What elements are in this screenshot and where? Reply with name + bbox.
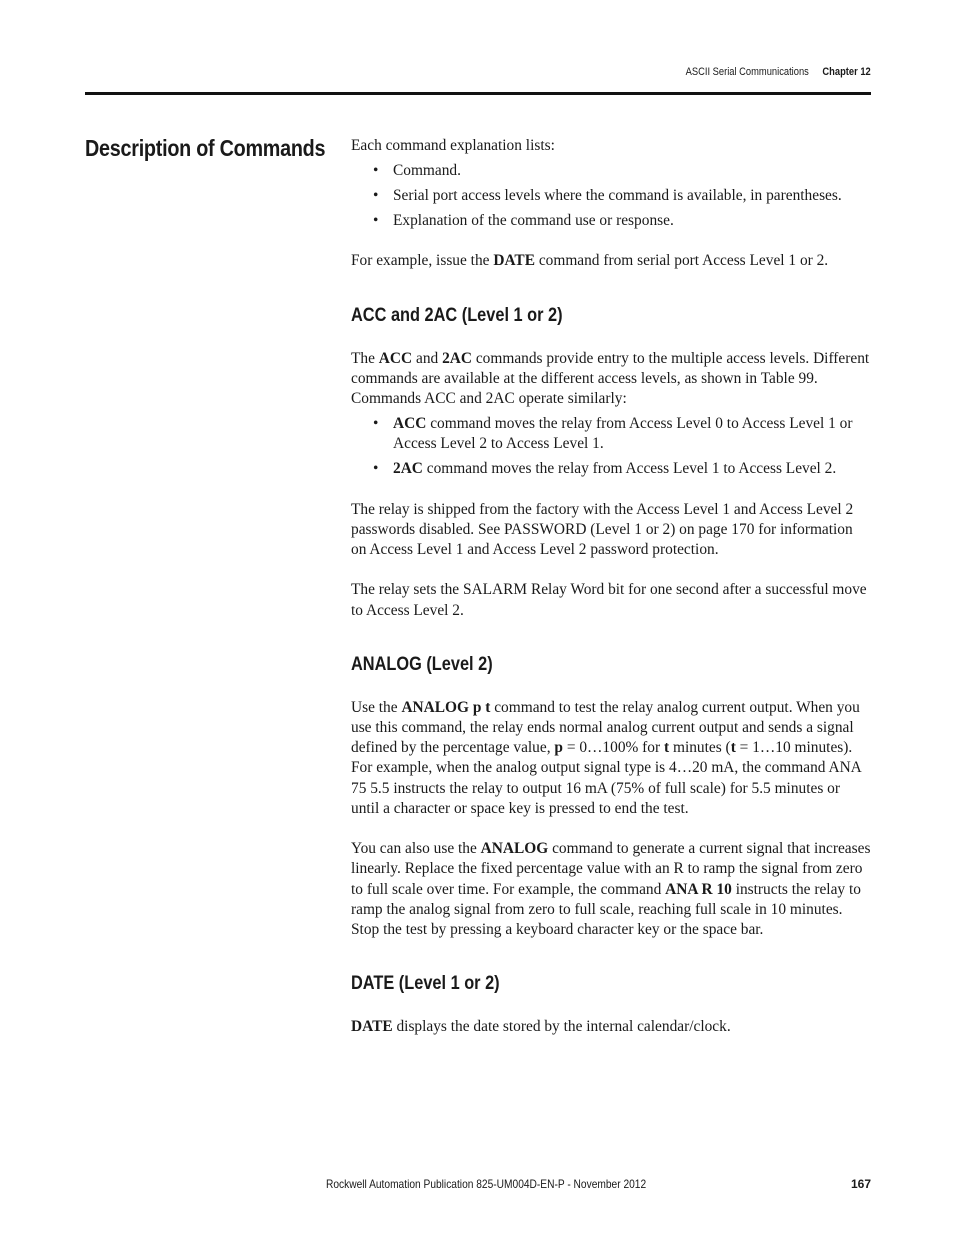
bullet-icon: • xyxy=(373,460,379,478)
bullet-icon: • xyxy=(373,187,379,204)
intro-example: For example, issue the DATE command from serial port Access Level 1 or 2. xyxy=(351,252,829,270)
intro-lead: Each command explanation lists: xyxy=(351,137,555,154)
bullet-icon: • xyxy=(373,415,379,432)
list-item: • Serial port access levels where the command is available, in parentheses. xyxy=(351,186,871,206)
acc-bullet-list xyxy=(351,414,871,479)
publication-id: Rockwell Automation Publication 825-UM004D-EN-P - November 2012 xyxy=(326,1177,647,1191)
list-item: • 2AC command moves the relay from Access Level 1 to Access Level 2. xyxy=(351,459,871,479)
list-item: • Explanation of the command use or response. xyxy=(351,211,871,231)
main-content xyxy=(351,136,871,1058)
acc-paragraph-3: The relay sets the SALARM Relay Word bit for one second after a successful move to Access Level 2. xyxy=(351,581,867,619)
header-chapter: Chapter 12 xyxy=(822,66,871,78)
section-heading: Description of Commands xyxy=(85,135,326,161)
intro-bullet-list xyxy=(351,161,871,231)
header-section-title: ASCII Serial Communications xyxy=(685,66,810,78)
page-number: 167 xyxy=(850,1177,871,1191)
date-heading: DATE (Level 1 or 2) xyxy=(351,973,500,995)
date-paragraph: DATE displays the date stored by the internal calendar/clock. xyxy=(351,1018,731,1036)
bullet-icon: • xyxy=(373,162,379,179)
list-item: • Command. xyxy=(351,161,871,181)
analog-paragraph-2: You can also use the ANALOG command to generate a current signal that increases linearly. Replace the fixed percentage value with an R to ramp the signal from zero to full scale over time. For example, the command ANA R 10 instructs the relay to ramp the analog signal from zero to full scale, reaching full scale in 10 minutes. Stop the test by pressing a keyboard character key or the space bar. xyxy=(351,840,871,939)
acc-paragraph-1: The ACC and 2AC commands provide entry to the multiple access levels. Different commands are available at the different access levels, as shown in Table 99. Commands ACC and 2AC operate similarly: xyxy=(351,349,870,407)
analog-paragraph-1: Use the ANALOG p t command to test the relay analog current output. When you use this command, the relay ends normal analog current output and sends a signal defined by the percentage value, p = 0…100% for t minutes (t = 1…10 minutes). For example, when the analog output signal type is 4…20 mA, the command ANA 75 5.5 instructs the relay to output 16 mA (75% of full scale) for 5.5 minutes or until a character or space key is pressed to end the test. xyxy=(351,698,861,817)
page-header xyxy=(85,66,871,95)
acc-paragraph-2: The relay is shipped from the factory with the Access Level 1 and Access Level 2 passwords disabled. See PASSWORD (Level 1 or 2) on page 170 for information on Access Level 1 and Access Level 2 password protection. xyxy=(351,500,854,558)
analog-heading: ANALOG (Level 2) xyxy=(351,653,493,675)
acc-heading: ACC and 2AC (Level 1 or 2) xyxy=(351,304,563,326)
bullet-icon: • xyxy=(373,212,379,229)
running-header xyxy=(686,66,871,78)
list-item: • ACC command moves the relay from Access Level 0 to Access Level 1 or Access Level 2 to Access Level 1. xyxy=(373,415,853,453)
